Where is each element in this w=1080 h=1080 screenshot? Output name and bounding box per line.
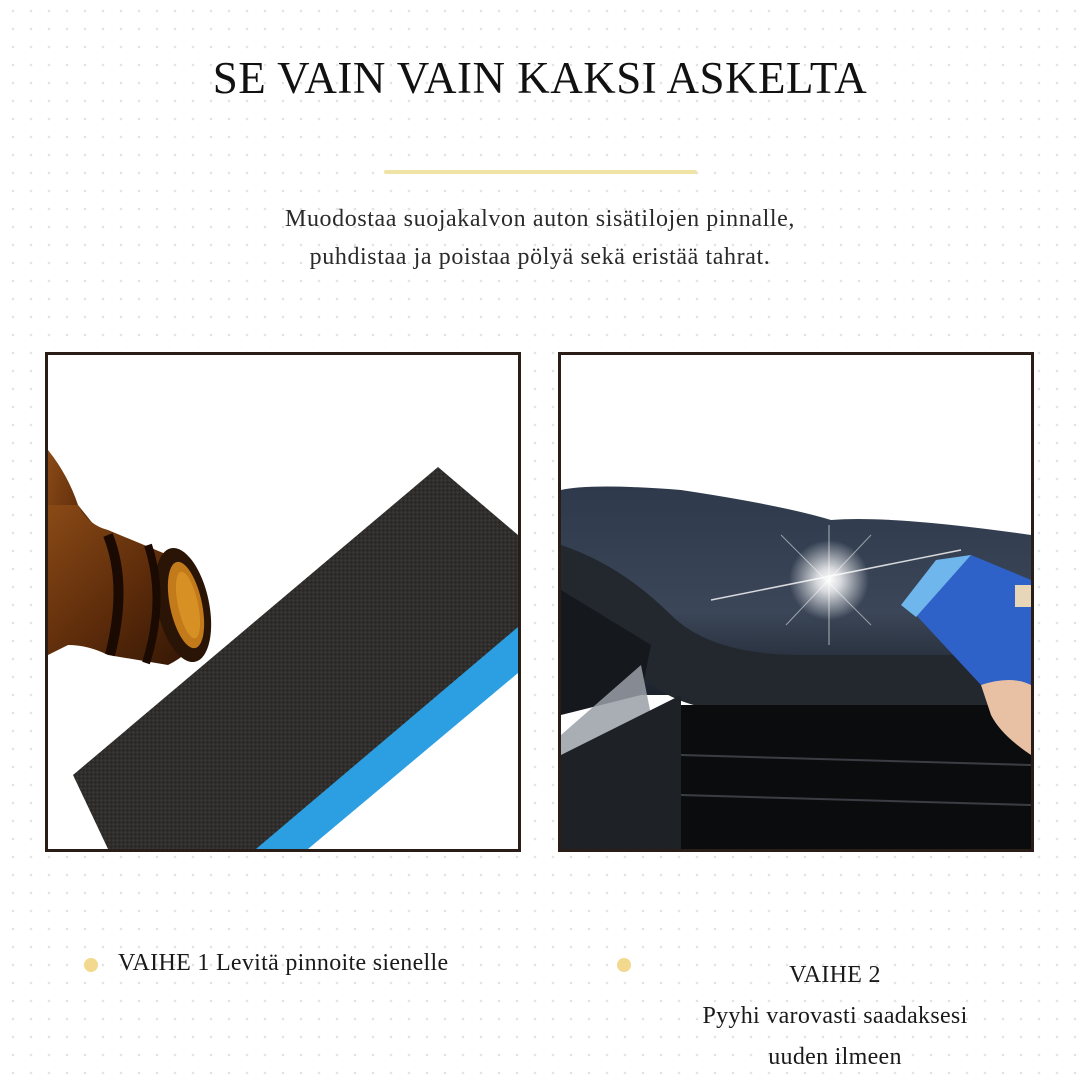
step-1-image-frame xyxy=(45,352,521,852)
subtitle xyxy=(140,200,940,276)
subtitle-line-1: Muodostaa suojakalvon auton sisätilojen pinnalle, xyxy=(285,206,795,232)
step-2-text xyxy=(660,955,1010,1078)
gold-divider xyxy=(384,170,697,174)
dashboard-wipe-photo-icon xyxy=(561,355,1031,849)
bottle-and-sponge-photo-icon xyxy=(48,355,518,849)
step-1-text: VAIHE 1 Levitä pinnoite sienelle xyxy=(118,950,449,976)
subtitle-line-2: puhdistaa ja poistaa pölyä sekä eristää tahrat. xyxy=(309,244,771,270)
step-2-bullet-icon xyxy=(617,958,631,972)
step-2-line-3: uuden ilmeen xyxy=(768,1044,902,1070)
page-title: SE VAIN VAIN KAKSI ASKELTA xyxy=(212,53,868,103)
step-2-line-2: Pyyhi varovasti saadaksesi xyxy=(702,1003,968,1029)
step-1-bullet-icon xyxy=(84,958,98,972)
step-2-line-1: VAIHE 2 xyxy=(789,962,881,988)
step-2-image-frame xyxy=(558,352,1034,852)
